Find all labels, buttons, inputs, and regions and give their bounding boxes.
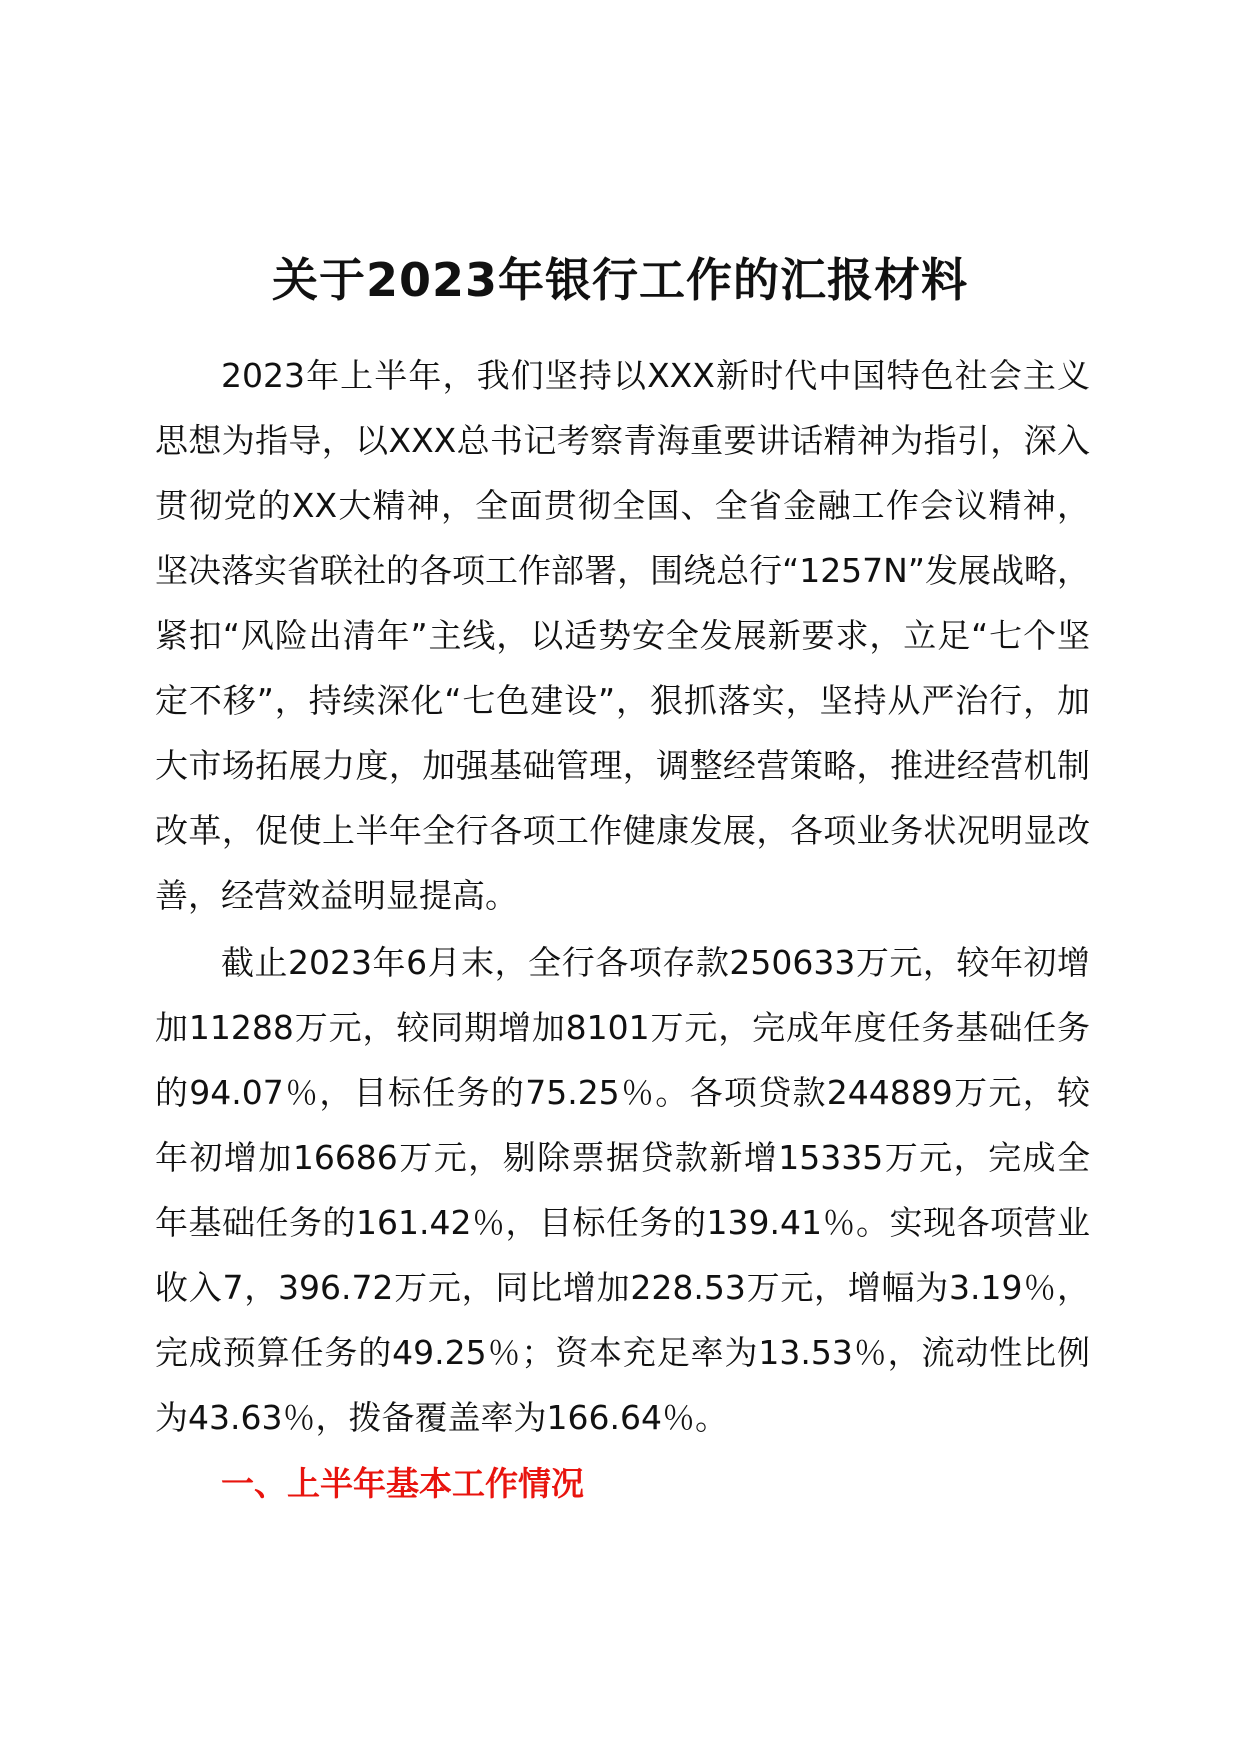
section-heading: 一、上半年基本工作情况: [221, 1464, 584, 1503]
paragraph-figures: 截止2023年6月末，全行各项存款250633万元，较年初增加11288万元，较同期增加8101万元，完成年度任务基础任务的94.07％，目标任务的75.25％。各项贷款244889万元，较年初增加16686万元，剔除票据贷款新增15335万元，完成全年基础任务的161.42％，目标任务的139.41％。实现各项营业收入7，396.72万元，同比增加228.53万元，增幅为3.19％，完成预算任务的49.25％；资本充足率为13.53％，流动性比例为43.63％，拨备覆盖率为166.64％。: [155, 943, 1090, 1437]
document-title: 关于2023年银行工作的汇报材料: [271, 253, 969, 307]
paragraph-summary: 2023年上半年，我们坚持以XXX新时代中国特色社会主义思想为指导，以XXX总书记考察青海重要讲话精神为指引，深入贯彻党的XX大精神，全面贯彻全国、全省金融工作会议精神，坚决落实省联社的各项工作部署，围绕总行“1257N”发展战略，紧扣“风险出清年”主线，以适势安全发展新要求，立足“七个坚定不移”，持续深化“七色建设”，狠抓落实，坚持从严治行，加大市场拓展力度，加强基础管理，调整经营策略，推进经营机制改革，促使上半年全行各项工作健康发展，各项业务状况明显改善，经营效益明显提高。: [155, 356, 1090, 915]
